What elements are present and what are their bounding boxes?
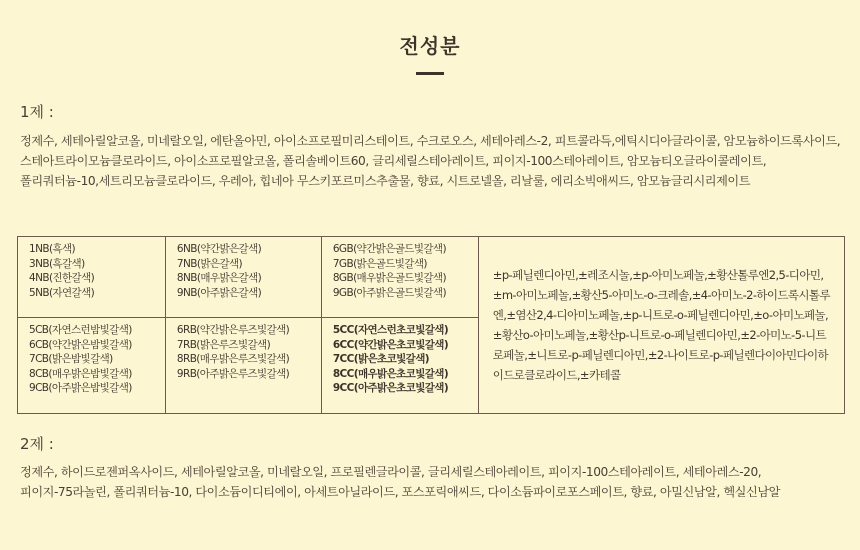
shade-name: 5NB(자연갈색) — [29, 286, 95, 299]
part1-heading: 1제 : — [20, 103, 54, 121]
shade-cell-cb — [18, 318, 166, 414]
dye-ingredients: ±p-페닐렌디아민,±레조시놀,±p-아미노페놀,±황산톨루엔2,5-디아민,±m-아미노페놀,±황산5-아미노-o-크레솔,±4-아미노-2-하이드록시톨루엔,±염산2,4-디아미노페놀,±p-니트로-o-페닐렌디아민,±o-아미노페놀,±황산o-아미노페놀,±황산p-니트로-o-페닐렌디아민,±2-아미노-5-니트로페놀,±니트로-p-페닐렌디아민,±2-나이트로-p-페닐렌다이아민다이하이드로클로라이드,±카테콜 — [478, 237, 844, 414]
shade-name: 7RB(밝은루즈빛갈색) — [176, 338, 271, 351]
shade-name: 8CC(매우밝은초코빛갈색) — [332, 367, 449, 380]
shade-cell-gb — [321, 237, 478, 318]
shade-name: 8NB(매우밝은갈색) — [176, 272, 262, 284]
shade-name: 7CB(밝은밤빛갈색) — [29, 353, 113, 365]
shade-name: 6GB(약간밝은골드빛갈색) — [332, 243, 446, 255]
title-underline — [416, 72, 444, 75]
shade-name: 8RB(매우밝은루즈빛갈색) — [176, 353, 290, 365]
shade-name: 7CC(밝은초코빛갈색) — [332, 353, 429, 365]
shade-cell-cc — [321, 318, 478, 414]
shade-name: 6NB(약간밝은갈색) — [176, 243, 262, 255]
shade-name: 5CC(자연스런초코빛갈색) — [332, 324, 449, 336]
part2-heading: 2제 : — [20, 435, 54, 453]
shade-cell-nb-dark — [18, 237, 166, 318]
shade-name: 7GB(밝은골드빛갈색) — [332, 257, 427, 270]
shade-cell-nb-light — [165, 237, 321, 318]
page-title: 전성분 — [399, 34, 461, 58]
shade-name: 6CC(약간밝은초코빛갈색) — [332, 338, 449, 351]
shade-name: 9NB(아주밝은갈색) — [176, 286, 262, 299]
shade-table — [17, 236, 845, 414]
shade-name: 6CB(약간밝은밤빛갈색) — [29, 338, 132, 351]
shade-name: 4NB(진한갈색) — [29, 272, 95, 284]
shade-name: 9CC(아주밝은초코빛갈색) — [332, 382, 449, 394]
shade-name: 7NB(밝은갈색) — [176, 257, 243, 270]
shade-name: 9RB(아주밝은루즈빛갈색) — [176, 367, 290, 380]
shade-name: 5CB(자연스런밤빛갈색) — [29, 324, 132, 336]
shade-name: 3NB(흑갈색) — [29, 257, 85, 270]
part1-ingredients: 정제수, 세테아릴알코올, 미네랄오일, 에탄올아민, 아이소프로필미리스테이트, 수크로오스, 세테아레스-2, 피트콜라득,에틱시디아글라이콜, 암모늄하이드록사이드, 스테아트라이모늄클로라이드, 아이소프로필알코올, 폴리솔베이트60, 글리세릴스테아레이트, 피이지-100스테아레이트, 암모늄티오글라이콜레이트, 폴리쿼터늄-10,세트리모늄클로라이드, 우레아, 힙네아 무스키포르미스추출물, 향료, 시트로넬올, 리날룰, 에리소빅애씨드, 암모늄글리시리제이트 — [20, 134, 841, 188]
shade-name: 6RB(약간밝은루즈빛갈색) — [176, 324, 290, 336]
shade-name: 1NB(흑색) — [29, 243, 76, 255]
part2-ingredients: 정제수, 하이드로젠퍼옥사이드, 세테아릴알코올, 미네랄오일, 프로필렌글라이콜, 글리세릴스테아레이트, 피이지-100스테아레이트, 세테아레스-20, 피이지-75라놀린, 폴리쿼터늄-10, 다이소듐이디티에이, 아세트아닐라이드, 포스포릭애씨드, 다이소듐파이로포스페이트, 향료, 아밀신남알, 헥실신남알 — [20, 465, 780, 499]
shade-name: 8CB(매우밝은밤빛갈색) — [29, 367, 132, 380]
shade-name: 9GB(아주밝은골드빛갈색) — [332, 286, 446, 299]
shade-cell-rb — [165, 318, 321, 414]
shade-name: 8GB(매우밝은골드빛갈색) — [332, 272, 446, 284]
shade-name: 9CB(아주밝은밤빛갈색) — [29, 382, 132, 394]
